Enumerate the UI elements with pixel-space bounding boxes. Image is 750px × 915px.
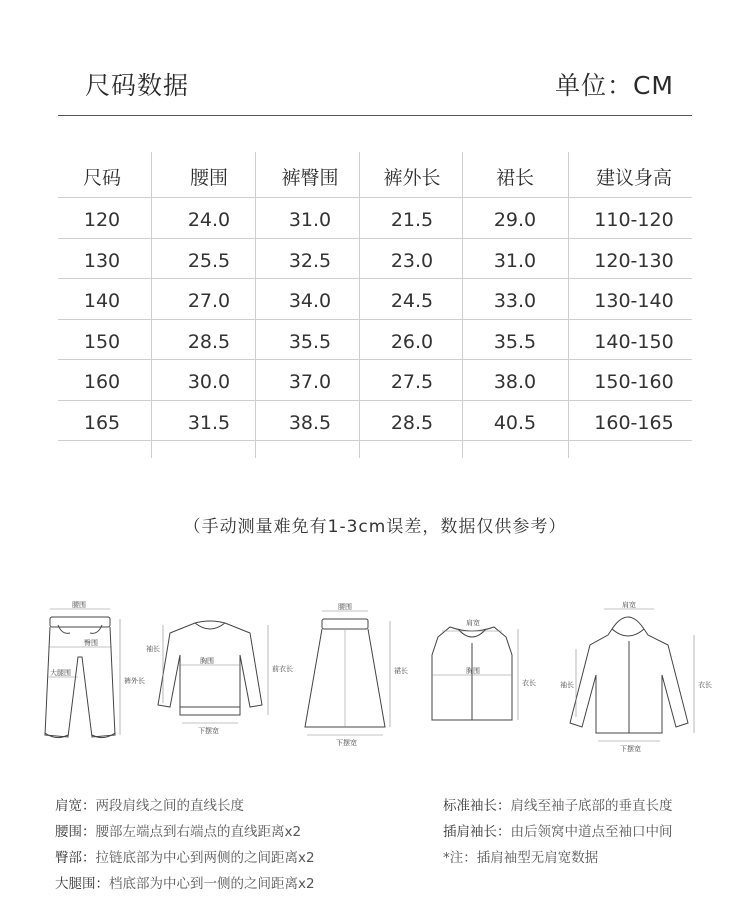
table-cell: 35.5 bbox=[493, 331, 537, 353]
table-cell: 21.5 bbox=[390, 209, 434, 231]
jacket-sleeve-label: 袖长 bbox=[560, 681, 574, 689]
jacket-length-label: 衣长 bbox=[698, 681, 712, 689]
definition-term: 腰围： bbox=[55, 824, 96, 840]
definitions-right bbox=[443, 793, 673, 871]
table-header-cell: 腰围 bbox=[189, 167, 228, 189]
table-cell: 33.0 bbox=[493, 290, 537, 312]
skirt-waist-label: 腰围 bbox=[338, 603, 352, 611]
table-cell: 120-130 bbox=[594, 250, 674, 272]
definition-desc: *注：插肩袖型无肩宽数据 bbox=[443, 850, 599, 866]
table-cell: 26.0 bbox=[390, 331, 434, 353]
skirt-hem-label: 下摆宽 bbox=[336, 739, 357, 747]
vest-chest-label: 胸围 bbox=[466, 667, 480, 675]
table-row-divider bbox=[58, 238, 692, 239]
table-cell: 30.0 bbox=[187, 371, 231, 393]
skirt-length-label: 裙长 bbox=[394, 667, 408, 675]
garment-diagrams bbox=[0, 595, 750, 760]
vest-length-label: 衣长 bbox=[522, 679, 536, 687]
table-header-cell: 裙长 bbox=[495, 167, 534, 189]
definition-term: 臀部： bbox=[55, 850, 96, 866]
table-cell: 27.5 bbox=[390, 371, 434, 393]
pants-thigh-label: 大腿围 bbox=[50, 669, 71, 677]
table-cell: 31.5 bbox=[187, 412, 231, 434]
header-divider bbox=[58, 115, 692, 116]
pants-waist-label: 腰围 bbox=[72, 601, 86, 609]
table-cell: 32.5 bbox=[288, 250, 332, 272]
sweater-chest-label: 胸围 bbox=[200, 657, 214, 665]
table-header-cell: 尺码 bbox=[82, 167, 121, 189]
definition-item bbox=[443, 819, 673, 845]
size-table bbox=[58, 152, 692, 458]
definition-term: 标准袖长： bbox=[443, 798, 511, 814]
pants-outseam-label: 裤外长 bbox=[124, 677, 145, 685]
table-row-divider bbox=[58, 400, 692, 401]
definition-term: 大腿围： bbox=[55, 876, 109, 892]
jacket-shoulder-label: 肩宽 bbox=[622, 601, 636, 609]
unit-label: 单位：CM bbox=[554, 71, 674, 100]
sweater-diagram bbox=[158, 621, 268, 723]
definition-desc: 两段肩线之间的直线长度 bbox=[95, 798, 244, 814]
table-cell: 27.0 bbox=[187, 290, 231, 312]
table-cell: 38.5 bbox=[288, 412, 332, 434]
jacket-diagram bbox=[570, 609, 694, 741]
table-cell: 140 bbox=[83, 290, 121, 312]
sweater-hem-label: 下摆宽 bbox=[198, 727, 219, 735]
sweater-sleeve-label: 袖长 bbox=[146, 645, 160, 653]
table-cell: 37.0 bbox=[288, 371, 332, 393]
table-cell: 28.5 bbox=[187, 331, 231, 353]
table-cell: 120 bbox=[83, 209, 121, 231]
table-cell: 35.5 bbox=[288, 331, 332, 353]
table-cell: 38.0 bbox=[493, 371, 537, 393]
table-cell: 28.5 bbox=[390, 412, 434, 434]
table-header-cell: 裤臀围 bbox=[281, 167, 339, 189]
definition-desc: 由后领窝中道点至袖口中间 bbox=[510, 824, 673, 840]
definition-desc: 拉链底部为中心到两侧的之间距离x2 bbox=[95, 850, 315, 866]
table-row-divider bbox=[58, 278, 692, 279]
table-cell: 165 bbox=[83, 412, 121, 434]
table-cell: 130 bbox=[83, 250, 121, 272]
table-cell: 29.0 bbox=[493, 209, 537, 231]
pants-hip-label: 臀围 bbox=[84, 639, 98, 647]
page-title: 尺码数据 bbox=[85, 71, 190, 100]
definition-item bbox=[55, 819, 315, 845]
sweater-length-label: 前衣长 bbox=[272, 665, 293, 673]
table-cell: 150-160 bbox=[594, 371, 674, 393]
table-header-cell: 裤外长 bbox=[383, 167, 441, 189]
table-cell: 130-140 bbox=[594, 290, 674, 312]
table-cell: 140-150 bbox=[594, 331, 674, 353]
table-cell: 24.5 bbox=[390, 290, 434, 312]
table-row-divider bbox=[58, 440, 692, 441]
table-cell: 34.0 bbox=[288, 290, 332, 312]
table-cell: 40.5 bbox=[493, 412, 537, 434]
definition-item bbox=[443, 793, 673, 819]
table-cell: 31.0 bbox=[288, 209, 332, 231]
definition-term: 插肩袖长： bbox=[443, 824, 511, 840]
table-row-divider bbox=[58, 197, 692, 198]
skirt-diagram bbox=[305, 611, 390, 735]
table-cell: 150 bbox=[83, 331, 121, 353]
definition-item bbox=[55, 871, 315, 897]
definition-desc: 腰部左端点到右端点的直线距离x2 bbox=[95, 824, 302, 840]
definition-item bbox=[55, 793, 315, 819]
table-cell: 160-165 bbox=[594, 412, 674, 434]
vest-shoulder-label: 肩宽 bbox=[466, 619, 480, 627]
definition-item bbox=[55, 845, 315, 871]
table-cell: 31.0 bbox=[493, 250, 537, 272]
table-cell: 24.0 bbox=[187, 209, 231, 231]
table-cell: 160 bbox=[83, 371, 121, 393]
definition-desc: 肩线至袖子底部的垂直长度 bbox=[510, 798, 673, 814]
jacket-hem-label: 下摆宽 bbox=[620, 745, 641, 753]
measurement-note: （手动测量难免有1-3cm误差，数据仅供参考） bbox=[183, 517, 567, 537]
table-cell: 25.5 bbox=[187, 250, 231, 272]
garment-diagrams-svg bbox=[0, 595, 750, 760]
definition-desc: 档底部为中心到一侧的之间距离x2 bbox=[109, 876, 315, 892]
definition-term: 肩宽： bbox=[55, 798, 96, 814]
definition-item bbox=[443, 845, 673, 871]
definitions-left bbox=[55, 793, 315, 897]
table-row-divider bbox=[58, 319, 692, 320]
table-cell: 110-120 bbox=[594, 209, 674, 231]
table-header-cell: 建议身高 bbox=[595, 167, 672, 189]
table-cell: 23.0 bbox=[390, 250, 434, 272]
table-row-divider bbox=[58, 359, 692, 360]
